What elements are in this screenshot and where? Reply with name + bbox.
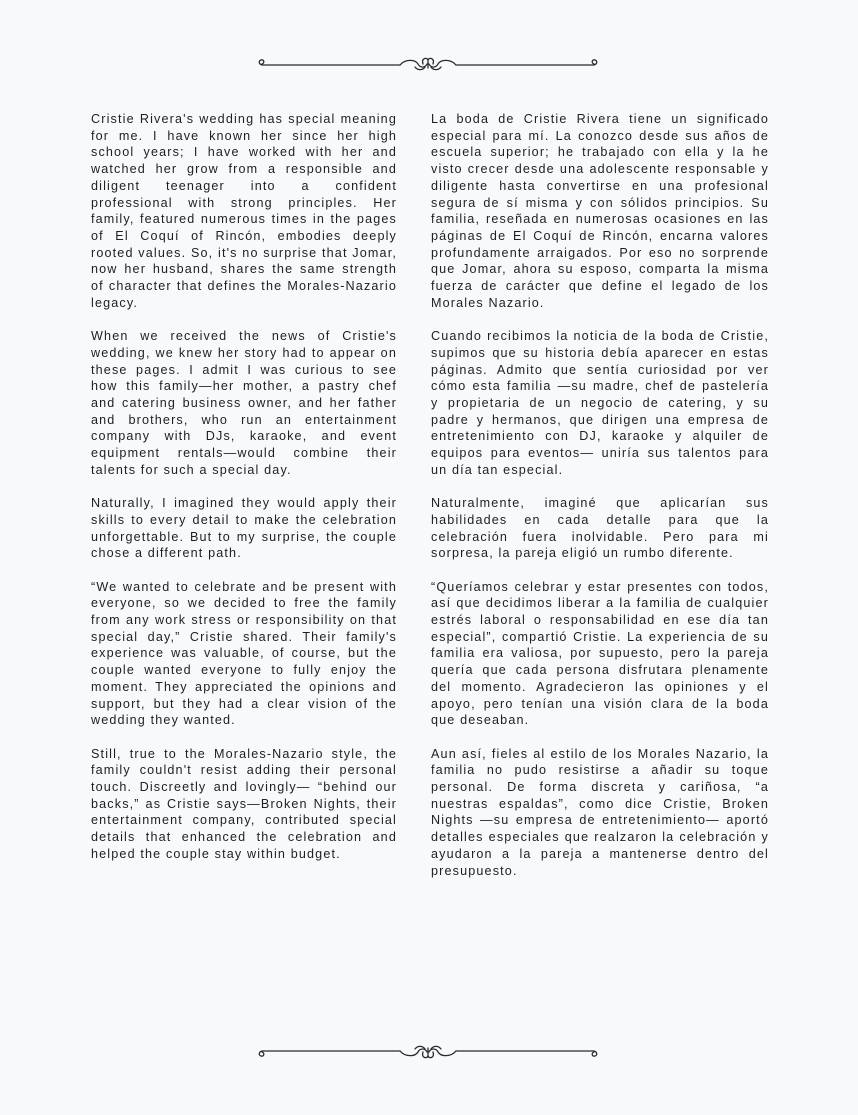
english-paragraph-5: Still, true to the Morales-Nazario style, the family couldn't resist adding their personal touch. Discreetly and lovingly— “behind our backs,” as Cristie says—Broken Nights, their entertainment company, contributed special details that enhanced the celebration and helped the couple stay within budget. [91,746,397,861]
english-paragraph-1: Cristie Rivera's wedding has special meaning for me. I have known her since her high school years; I have worked with her and watched her grow from a responsible and diligent teenager into a confident professional with strong principles. Her family, featured numerous times in the pages of El Coquí of Rincón, embodies deeply rooted values. So, it's no surprise that Jomar, now her husband, shares the same strength of character that defines the Morales-Nazario legacy. [91,112,397,310]
spanish-paragraph-4: “Queríamos celebrar y estar presentes con todos, así que decidimos liberar a la familia de cualquier estrés laboral o responsabilidad en ese día tan especial”, compartió Cristie. La experiencia de su familia era valiosa, por supuesto, pero la pareja quería que cada persona disfrutara plenamente del momento. Agradecieron las opiniones y el apoyo, pero tenían una visión clara de la boda que deseaban. [431,579,769,728]
spanish-paragraph-1: La boda de Cristie Rivera tiene un significado especial para mí. La conozco desde sus años de escuela superior; he trabajado con ella y la he visto crecer desde una adolescente responsable y diligente hasta convertirse en una profesional segura de sí misma y con sólidos principios. Su familia, reseñada en numerosas ocasiones en las páginas de El Coquí de Rincón, encarna valores profundamente arraigados. Por eso no sorprende que Jomar, ahora su esposo, comparta la misma fuerza de carácter que define el legado de los Morales Nazario. [431,112,769,310]
english-paragraph-3: Naturally, I imagined they would apply their skills to every detail to make the celebration unforgettable. But to my surprise, the couple chose a different path. [91,496,397,561]
spanish-paragraph-2: Cuando recibimos la noticia de la boda de Cristie, supimos que su historia debía aparecer en estas páginas. Admito que sentía curiosidad por ver cómo esta familia —su madre, chef de pastelería y propietaria de un negocio de catering, y su padre y hermanos, que dirigen una empresa de entretenimiento con DJ, karaoke y alquiler de equipos para eventos— uniría sus talentos para un día tan especial. [431,329,769,477]
english-paragraph-2: When we received the news of Cristie's wedding, we knew her story had to appear on these pages. I admit I was curious to see how this family—her mother, a pastry chef and catering business owner, and her father and brothers, who run an entertainment company with DJs, karaoke, and event equipment rentals—would combine their talents for such a special day. [91,329,397,477]
top-flourish-divider [255,56,601,72]
bottom-flourish-divider [255,1044,601,1060]
spanish-paragraph-3: Naturalmente, imaginé que aplicarían sus habilidades en cada detalle para que la celebración fuera inolvidable. Pero para mi sorpresa, la pareja eligió un rumbo diferente. [431,496,769,561]
english-paragraph-4: “We wanted to celebrate and be present with everyone, so we decided to free the family from any work stress or responsibility on that special day,” Cristie shared. Their family's experience was valuable, of course, but the couple wanted everyone to fully enjoy the moment. They appreciated the opinions and support, but they had a clear vision of the wedding they wanted. [91,579,397,728]
spanish-paragraph-5: Aun así, fieles al estilo de los Morales Nazario, la familia no pudo resistirse a añadir su toque personal. De forma discreta y cariñosa, “a nuestras espaldas”, como dice Cristie, Broken Nights —su empresa de entretenimiento— aportó detalles especiales que realzaron la celebración y ayudaron a la pareja a mantenerse dentro del presupuesto. [431,746,769,878]
english-column [91,111,397,879]
spanish-column [431,111,769,896]
